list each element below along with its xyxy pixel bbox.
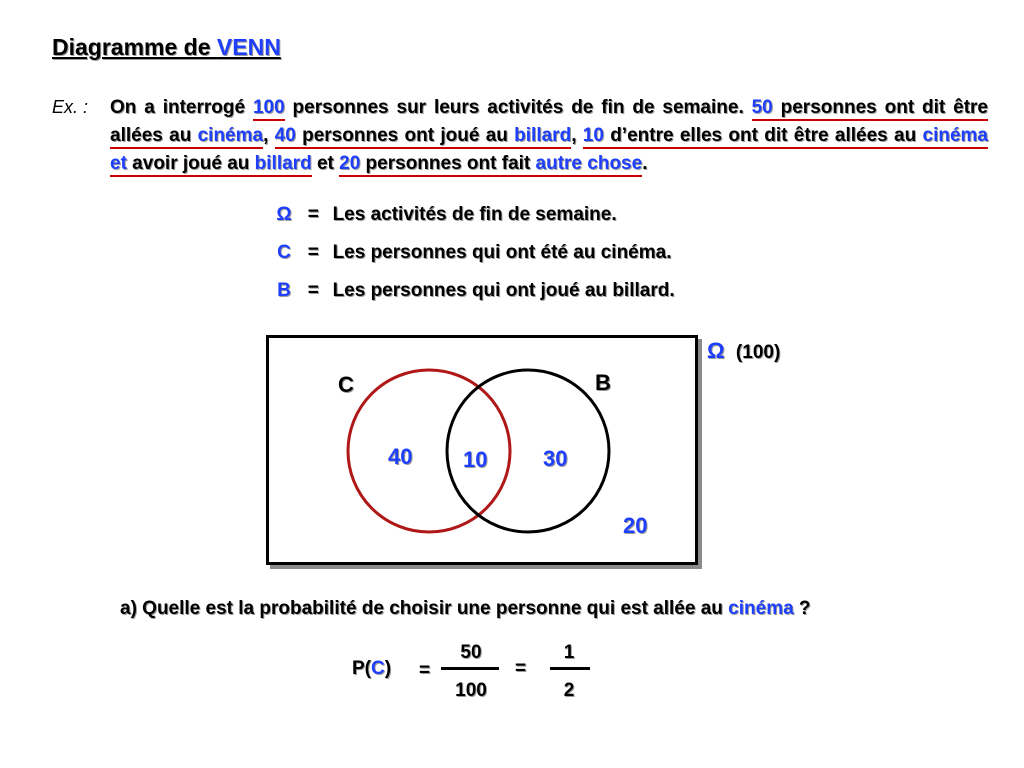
keyword-cinema-et: cinéma et — [110, 125, 988, 177]
page-title — [52, 34, 281, 61]
problem-text: , — [571, 125, 583, 146]
region-outside: 20 — [623, 513, 648, 538]
problem-text: personnes ont dit être allées au — [110, 97, 988, 149]
definition-text: Les personnes qui ont joué au billard. — [332, 280, 675, 301]
definition-equals: = — [307, 242, 319, 263]
definition-symbol: C — [277, 242, 291, 263]
keyword-cinema: cinéma — [198, 125, 263, 149]
region-only-b: 30 — [543, 446, 568, 471]
question-keyword: cinéma — [728, 598, 794, 619]
problem-text: d’entre elles ont dit être allées au — [604, 125, 923, 149]
title-highlight: VENN — [216, 34, 281, 60]
question-a — [120, 598, 811, 620]
problem-text: personnes sur leurs activités de fin de semaine. — [284, 97, 752, 118]
problem-text: et — [311, 153, 340, 174]
definition-b — [274, 280, 675, 302]
question-text: a) Quelle est la probabilité de choisir une personne qui est allée au — [120, 598, 729, 619]
definition-text: Les personnes qui ont été au cinéma. — [332, 242, 672, 263]
region-only-c: 40 — [388, 444, 413, 469]
count-cinema: 50 — [752, 97, 773, 121]
definition-equals: = — [307, 280, 319, 301]
keyword-autre-chose: autre chose — [536, 153, 643, 177]
definition-equals: = — [307, 204, 319, 225]
fraction2-bar — [550, 667, 590, 670]
set-c-label: C — [338, 372, 354, 397]
problem-text: avoir joué au — [127, 153, 255, 177]
problem-text: . — [642, 153, 648, 174]
set-b-label: B — [595, 370, 611, 395]
equals-sign: = — [419, 660, 431, 681]
question-suffix: ? — [793, 598, 811, 619]
definition-symbol: B — [277, 280, 291, 301]
definition-omega — [274, 204, 617, 226]
definition-text: Les activités de fin de semaine. — [332, 204, 617, 225]
p-open: P( — [352, 658, 371, 679]
count-both: 10 — [583, 125, 604, 149]
p-set: C — [371, 658, 385, 679]
title-prefix: Diagramme de — [52, 34, 217, 60]
count-billard: 40 — [275, 125, 296, 149]
fraction2-numerator: 1 — [563, 642, 575, 663]
fraction2-denominator: 2 — [563, 680, 575, 701]
p-close: ) — [384, 658, 392, 679]
count-other: 20 — [339, 153, 360, 177]
definition-c — [274, 242, 671, 264]
example-label: Ex. : — [52, 97, 89, 117]
definition-symbol: Ω — [276, 204, 292, 225]
fraction1-numerator: 50 — [460, 642, 482, 663]
universe-count: (100) — [735, 342, 781, 363]
region-both: 10 — [463, 447, 488, 472]
probability-expression — [352, 658, 391, 680]
problem-text: personnes ont fait — [360, 153, 535, 177]
keyword-billard: billard — [514, 125, 571, 149]
keyword-billard: billard — [255, 153, 312, 177]
equals-sign: = — [515, 658, 527, 679]
universe-total — [707, 338, 780, 364]
count-total: 100 — [253, 97, 285, 121]
problem-text: , — [263, 125, 275, 146]
fraction1-bar — [441, 667, 499, 670]
problem-text: personnes ont joué au — [296, 125, 514, 149]
universe-symbol: Ω — [707, 338, 725, 363]
problem-statement — [110, 94, 988, 178]
fraction1-denominator: 100 — [455, 680, 487, 701]
problem-text: On a interrogé — [110, 97, 253, 118]
